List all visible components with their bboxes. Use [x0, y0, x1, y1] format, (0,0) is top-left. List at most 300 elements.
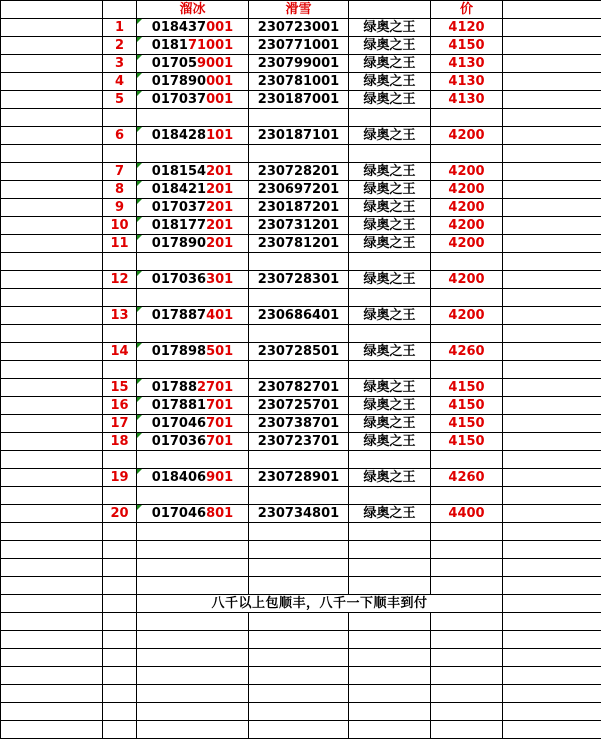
code-suffix: 701: [206, 416, 234, 431]
shipping-note[interactable]: 八千以上包顺丰，八千一下顺丰到付: [137, 595, 503, 613]
cell[interactable]: [249, 361, 349, 379]
cell[interactable]: [503, 1, 601, 19]
cell[interactable]: [103, 541, 137, 559]
header-code[interactable]: 溜冰: [137, 1, 249, 19]
price-cell[interactable]: 4150: [431, 415, 503, 433]
cell[interactable]: [249, 109, 349, 127]
cell[interactable]: [103, 577, 137, 595]
price-cell[interactable]: 4200: [431, 181, 503, 199]
cell[interactable]: [503, 271, 601, 289]
cell[interactable]: [503, 505, 601, 523]
cell[interactable]: [1, 721, 103, 739]
row-number[interactable]: 5: [103, 91, 137, 109]
code-cell[interactable]: [137, 19, 249, 37]
cell[interactable]: [349, 289, 431, 307]
cell[interactable]: [249, 541, 349, 559]
table-row: [1, 505, 601, 523]
cell[interactable]: [1, 685, 103, 703]
cell[interactable]: [349, 721, 431, 739]
cell[interactable]: [103, 703, 137, 721]
cell[interactable]: [503, 19, 601, 37]
cell[interactable]: [431, 613, 503, 631]
product-name-cell[interactable]: 绿奥之王: [349, 37, 431, 55]
cell[interactable]: [503, 613, 601, 631]
row-number[interactable]: 7: [103, 163, 137, 181]
cell[interactable]: [137, 361, 249, 379]
cell[interactable]: [431, 109, 503, 127]
cell[interactable]: [137, 667, 249, 685]
cell[interactable]: [503, 253, 601, 271]
row-number[interactable]: 13: [103, 307, 137, 325]
product-name-cell[interactable]: 绿奥之王: [349, 235, 431, 253]
cell[interactable]: [249, 703, 349, 721]
snow-code-cell[interactable]: 230723701: [249, 433, 349, 451]
cell[interactable]: [1, 613, 103, 631]
row-number[interactable]: 6: [103, 127, 137, 145]
snow-code-cell[interactable]: 230781001: [249, 73, 349, 91]
cell[interactable]: [249, 487, 349, 505]
code-cell[interactable]: [137, 127, 249, 145]
cell[interactable]: [103, 523, 137, 541]
snow-code-cell[interactable]: 230771001: [249, 37, 349, 55]
code-cell[interactable]: [137, 55, 249, 73]
cell[interactable]: [431, 667, 503, 685]
cell[interactable]: [503, 325, 601, 343]
product-name-cell[interactable]: 绿奥之王: [349, 55, 431, 73]
cell[interactable]: [1, 649, 103, 667]
row-number[interactable]: 10: [103, 217, 137, 235]
row-number[interactable]: 18: [103, 433, 137, 451]
cell[interactable]: [1, 235, 103, 253]
cell[interactable]: [503, 469, 601, 487]
snow-code-cell[interactable]: 230728201: [249, 163, 349, 181]
code-cell[interactable]: [137, 73, 249, 91]
cell[interactable]: [503, 127, 601, 145]
header-snow[interactable]: 滑雪: [249, 1, 349, 19]
cell[interactable]: [137, 631, 249, 649]
cell[interactable]: [503, 487, 601, 505]
cell[interactable]: [503, 721, 601, 739]
cell[interactable]: [103, 649, 137, 667]
snow-code-cell[interactable]: 230697201: [249, 181, 349, 199]
cell[interactable]: [249, 685, 349, 703]
cell[interactable]: [431, 253, 503, 271]
cell[interactable]: [503, 37, 601, 55]
cell[interactable]: [137, 325, 249, 343]
product-name-cell[interactable]: 绿奥之王: [349, 397, 431, 415]
cell[interactable]: [1, 433, 103, 451]
product-name-cell[interactable]: 绿奥之王: [349, 505, 431, 523]
cell[interactable]: [103, 451, 137, 469]
row-number[interactable]: 8: [103, 181, 137, 199]
snow-code-cell[interactable]: 230187001: [249, 91, 349, 109]
cell[interactable]: [431, 685, 503, 703]
cell[interactable]: [249, 325, 349, 343]
cell[interactable]: [349, 523, 431, 541]
cell[interactable]: [137, 703, 249, 721]
cell[interactable]: [1, 37, 103, 55]
cell[interactable]: [503, 91, 601, 109]
code-cell[interactable]: [137, 415, 249, 433]
cell[interactable]: [249, 253, 349, 271]
cell[interactable]: [137, 109, 249, 127]
cell[interactable]: [349, 361, 431, 379]
cell[interactable]: [503, 217, 601, 235]
row-number[interactable]: 12: [103, 271, 137, 289]
cell[interactable]: [1, 451, 103, 469]
cell[interactable]: [503, 685, 601, 703]
cell[interactable]: [349, 487, 431, 505]
price-cell[interactable]: 4150: [431, 37, 503, 55]
header-price[interactable]: 价: [431, 1, 503, 19]
cell[interactable]: [431, 145, 503, 163]
cell[interactable]: [1, 181, 103, 199]
cell[interactable]: [431, 649, 503, 667]
cell[interactable]: [1, 19, 103, 37]
cell[interactable]: [503, 415, 601, 433]
cell[interactable]: [103, 289, 137, 307]
cell[interactable]: [503, 631, 601, 649]
code-cell[interactable]: [137, 307, 249, 325]
cell[interactable]: [503, 541, 601, 559]
snow-code-cell[interactable]: 230728901: [249, 469, 349, 487]
cell[interactable]: [249, 667, 349, 685]
cell[interactable]: [1, 667, 103, 685]
row-number[interactable]: 11: [103, 235, 137, 253]
cell[interactable]: [349, 613, 431, 631]
cell[interactable]: [103, 667, 137, 685]
cell[interactable]: [431, 361, 503, 379]
snow-code-cell[interactable]: 230187201: [249, 199, 349, 217]
cell[interactable]: [249, 523, 349, 541]
cell[interactable]: [1, 289, 103, 307]
price-cell[interactable]: 4130: [431, 91, 503, 109]
price-cell[interactable]: 4120: [431, 19, 503, 37]
blank-row: [1, 361, 601, 379]
snow-code-cell[interactable]: 230686401: [249, 307, 349, 325]
cell[interactable]: [137, 523, 249, 541]
product-name-cell[interactable]: 绿奥之王: [349, 415, 431, 433]
cell[interactable]: [1, 505, 103, 523]
product-name-cell[interactable]: 绿奥之王: [349, 343, 431, 361]
snow-code-cell[interactable]: 230782701: [249, 379, 349, 397]
cell[interactable]: [137, 541, 249, 559]
code-cell[interactable]: [137, 379, 249, 397]
cell[interactable]: [1, 397, 103, 415]
cell[interactable]: [349, 1, 431, 19]
cell[interactable]: [349, 649, 431, 667]
table-row: [1, 199, 601, 217]
cell[interactable]: [1, 595, 103, 613]
cell[interactable]: [503, 73, 601, 91]
snow-code-cell[interactable]: 230725701: [249, 397, 349, 415]
cell[interactable]: [503, 307, 601, 325]
code-suffix: 901: [206, 470, 234, 485]
cell[interactable]: [1, 145, 103, 163]
price-cell[interactable]: 4130: [431, 55, 503, 73]
cell[interactable]: [1, 73, 103, 91]
price-cell[interactable]: 4260: [431, 343, 503, 361]
cell[interactable]: [137, 289, 249, 307]
cell[interactable]: [249, 577, 349, 595]
cell[interactable]: [249, 145, 349, 163]
cell[interactable]: [137, 451, 249, 469]
cell[interactable]: [349, 703, 431, 721]
cell[interactable]: [1, 487, 103, 505]
cell[interactable]: [349, 667, 431, 685]
cell[interactable]: [503, 379, 601, 397]
code-cell[interactable]: [137, 343, 249, 361]
cell[interactable]: [1, 541, 103, 559]
row-number[interactable]: 19: [103, 469, 137, 487]
cell[interactable]: [1, 127, 103, 145]
snow-code-cell[interactable]: 230799001: [249, 55, 349, 73]
cell[interactable]: [1, 631, 103, 649]
cell[interactable]: [103, 559, 137, 577]
cell[interactable]: [1, 325, 103, 343]
cell[interactable]: [103, 253, 137, 271]
code-cell[interactable]: [137, 433, 249, 451]
cell[interactable]: [249, 631, 349, 649]
cell[interactable]: [431, 289, 503, 307]
cell[interactable]: [503, 181, 601, 199]
cell[interactable]: [431, 541, 503, 559]
product-name-cell[interactable]: 绿奥之王: [349, 91, 431, 109]
product-name-cell[interactable]: 绿奥之王: [349, 127, 431, 145]
table-row: [1, 73, 601, 91]
price-cell[interactable]: 4200: [431, 217, 503, 235]
cell[interactable]: [1, 361, 103, 379]
row-number[interactable]: 14: [103, 343, 137, 361]
cell[interactable]: [103, 109, 137, 127]
product-name-cell[interactable]: 绿奥之王: [349, 379, 431, 397]
cell[interactable]: [1, 91, 103, 109]
cell[interactable]: [431, 721, 503, 739]
row-number[interactable]: 17: [103, 415, 137, 433]
cell[interactable]: [103, 613, 137, 631]
cell[interactable]: [503, 559, 601, 577]
blank-row: [1, 451, 601, 469]
product-name-cell[interactable]: 绿奥之王: [349, 469, 431, 487]
cell[interactable]: [103, 325, 137, 343]
code-prefix: 018437: [151, 20, 207, 35]
cell[interactable]: [503, 433, 601, 451]
cell[interactable]: [1, 379, 103, 397]
cell[interactable]: [249, 451, 349, 469]
table-row: [1, 307, 601, 325]
price-cell[interactable]: 4150: [431, 379, 503, 397]
cell[interactable]: [349, 325, 431, 343]
cell[interactable]: [137, 559, 249, 577]
row-number[interactable]: 16: [103, 397, 137, 415]
price-cell[interactable]: 4260: [431, 469, 503, 487]
cell[interactable]: [349, 451, 431, 469]
cell[interactable]: [1, 577, 103, 595]
cell[interactable]: [431, 631, 503, 649]
cell[interactable]: [503, 343, 601, 361]
cell[interactable]: [137, 253, 249, 271]
code-cell[interactable]: [137, 469, 249, 487]
snow-code-cell[interactable]: 230781201: [249, 235, 349, 253]
code-cell[interactable]: [137, 163, 249, 181]
product-name-cell[interactable]: 绿奥之王: [349, 19, 431, 37]
cell[interactable]: [103, 631, 137, 649]
cell[interactable]: [249, 721, 349, 739]
cell[interactable]: [349, 577, 431, 595]
cell[interactable]: [1, 109, 103, 127]
row-number[interactable]: 2: [103, 37, 137, 55]
cell[interactable]: [349, 109, 431, 127]
cell[interactable]: [103, 595, 137, 613]
cell[interactable]: [1, 253, 103, 271]
cell[interactable]: [1, 163, 103, 181]
code-prefix: 017881: [151, 398, 207, 413]
cell[interactable]: [249, 289, 349, 307]
cell[interactable]: [431, 487, 503, 505]
cell[interactable]: [1, 217, 103, 235]
code-cell[interactable]: [137, 181, 249, 199]
code-cell[interactable]: [137, 37, 249, 55]
cell[interactable]: [349, 253, 431, 271]
cell[interactable]: [503, 199, 601, 217]
product-name-cell[interactable]: 绿奥之王: [349, 163, 431, 181]
cell[interactable]: [431, 559, 503, 577]
cell[interactable]: [249, 559, 349, 577]
product-name-cell[interactable]: 绿奥之王: [349, 271, 431, 289]
row-number[interactable]: 3: [103, 55, 137, 73]
cell[interactable]: [1, 415, 103, 433]
cell[interactable]: [503, 523, 601, 541]
price-cell[interactable]: 4150: [431, 397, 503, 415]
row-number[interactable]: 15: [103, 379, 137, 397]
table-row: [1, 181, 601, 199]
cell[interactable]: [431, 703, 503, 721]
cell[interactable]: [137, 649, 249, 667]
table-row: [1, 433, 601, 451]
cell[interactable]: [1, 271, 103, 289]
cell[interactable]: [349, 145, 431, 163]
cell[interactable]: [431, 523, 503, 541]
snow-code-cell[interactable]: 230187101: [249, 127, 349, 145]
cell[interactable]: [431, 451, 503, 469]
cell[interactable]: [249, 613, 349, 631]
cell[interactable]: [137, 721, 249, 739]
product-name-cell[interactable]: 绿奥之王: [349, 181, 431, 199]
cell[interactable]: [349, 631, 431, 649]
price-cell[interactable]: 4400: [431, 505, 503, 523]
code-cell[interactable]: [137, 505, 249, 523]
cell[interactable]: [503, 55, 601, 73]
cell[interactable]: [1, 343, 103, 361]
product-name-cell[interactable]: 绿奥之王: [349, 307, 431, 325]
cell[interactable]: [349, 541, 431, 559]
cell[interactable]: [503, 235, 601, 253]
cell[interactable]: [349, 559, 431, 577]
row-number[interactable]: 4: [103, 73, 137, 91]
cell[interactable]: [1, 523, 103, 541]
code-prefix: 018428: [151, 128, 207, 143]
code-cell[interactable]: [137, 397, 249, 415]
cell[interactable]: [503, 145, 601, 163]
cell[interactable]: [503, 163, 601, 181]
cell[interactable]: [1, 703, 103, 721]
cell[interactable]: [1, 55, 103, 73]
cell[interactable]: [503, 289, 601, 307]
price-cell[interactable]: 4200: [431, 271, 503, 289]
code-cell[interactable]: [137, 271, 249, 289]
cell[interactable]: [1, 1, 103, 19]
snow-code-cell[interactable]: 230734801: [249, 505, 349, 523]
price-cell[interactable]: 4200: [431, 163, 503, 181]
cell[interactable]: [103, 685, 137, 703]
table-row: [1, 415, 601, 433]
cell[interactable]: [137, 577, 249, 595]
cell[interactable]: [431, 325, 503, 343]
row-number[interactable]: 20: [103, 505, 137, 523]
price-cell[interactable]: 4150: [431, 433, 503, 451]
cell[interactable]: [249, 649, 349, 667]
product-name-cell[interactable]: 绿奥之王: [349, 217, 431, 235]
cell[interactable]: [1, 559, 103, 577]
cell[interactable]: [1, 199, 103, 217]
cell[interactable]: [137, 685, 249, 703]
row-number[interactable]: 9: [103, 199, 137, 217]
code-cell[interactable]: [137, 199, 249, 217]
cell[interactable]: [503, 649, 601, 667]
snow-code-cell[interactable]: 230723001: [249, 19, 349, 37]
row-number[interactable]: 1: [103, 19, 137, 37]
snow-code-cell[interactable]: 230728501: [249, 343, 349, 361]
price-cell[interactable]: 4200: [431, 199, 503, 217]
snow-code-cell[interactable]: 230728301: [249, 271, 349, 289]
code-suffix: 801: [206, 506, 234, 521]
product-name-cell[interactable]: 绿奥之王: [349, 433, 431, 451]
snow-code-cell[interactable]: 230738701: [249, 415, 349, 433]
code-cell[interactable]: [137, 217, 249, 235]
product-name-cell[interactable]: 绿奥之王: [349, 73, 431, 91]
price-cell[interactable]: 4130: [431, 73, 503, 91]
product-name-cell[interactable]: 绿奥之王: [349, 199, 431, 217]
cell[interactable]: [103, 721, 137, 739]
code-cell[interactable]: [137, 91, 249, 109]
cell[interactable]: [503, 595, 601, 613]
code-suffix: 201: [206, 218, 234, 233]
cell[interactable]: [103, 361, 137, 379]
cell[interactable]: [137, 145, 249, 163]
cell[interactable]: [103, 1, 137, 19]
cell[interactable]: [503, 397, 601, 415]
cell[interactable]: [137, 613, 249, 631]
cell[interactable]: [503, 667, 601, 685]
code-cell[interactable]: [137, 235, 249, 253]
cell[interactable]: [503, 703, 601, 721]
price-cell[interactable]: 4200: [431, 127, 503, 145]
snow-code-cell[interactable]: 230731201: [249, 217, 349, 235]
cell[interactable]: [103, 145, 137, 163]
price-cell[interactable]: 4200: [431, 235, 503, 253]
cell[interactable]: [1, 469, 103, 487]
cell[interactable]: [349, 685, 431, 703]
price-cell[interactable]: 4200: [431, 307, 503, 325]
cell[interactable]: [103, 487, 137, 505]
cell[interactable]: [1, 307, 103, 325]
cell[interactable]: [431, 577, 503, 595]
cell[interactable]: [137, 487, 249, 505]
cell[interactable]: [503, 361, 601, 379]
cell[interactable]: [503, 451, 601, 469]
cell[interactable]: [503, 109, 601, 127]
cell[interactable]: [503, 577, 601, 595]
